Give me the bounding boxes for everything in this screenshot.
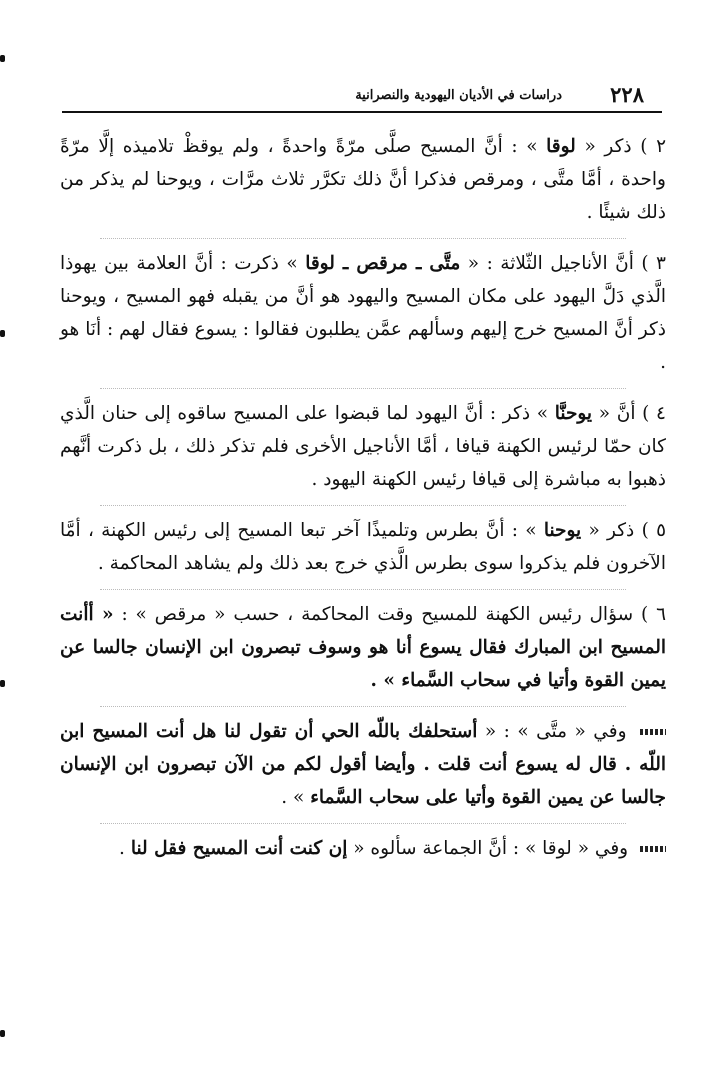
scan-edge-mark <box>0 680 5 687</box>
gospel-name: يوحنا <box>543 520 582 541</box>
paragraph-text: » : أنَّ بطرس وتلميذًا آخر تبعا المسيح إلى رئيس الكهنة ، أمَّا الآخرون فلم يذكروا سوى بطرس الَّذي خرج بعد ذلك ولم يشاهد المحاكمة . <box>60 520 666 574</box>
gospel-names: متَّى ـ مرقص ـ لوقا <box>305 253 461 274</box>
page-number: ٢٢٨ <box>610 82 644 107</box>
divider <box>100 823 626 824</box>
paragraph-lead: ذكر « <box>584 136 632 157</box>
gospel-name: يوحنَّا <box>554 403 593 424</box>
paragraph-6 <box>60 598 666 697</box>
divider <box>100 388 626 389</box>
paragraph-3 <box>60 247 666 379</box>
paragraph-number: ٦ ) <box>641 604 667 625</box>
running-title: دراسات في الأديان اليهودية والنصرانية <box>355 88 562 103</box>
divider <box>100 505 626 506</box>
gospel-name: لوقا <box>546 136 576 157</box>
scan-edge-mark <box>0 330 5 337</box>
quote-lead: وفي « لوقا » : أنَّ الجماعة سألوه « <box>353 838 629 859</box>
paragraph-number: ٤ ) <box>642 403 666 424</box>
quoted-passage: أستحلفك باللّه الحي أن تقول لنا هل أنت المسيح ابن اللّه . قال له يسوع أنت قلت . وأيضا أقول لكم من الآن تبصرون ابن الإنسان جالسا عن يمين القوة وأتيا على سحاب السَّماء <box>60 721 666 808</box>
paragraph-text: » : أنَّ المسيح صلَّى مرّةً واحدةً ، ولم يوقظْ تلاميذه إلَّا مرّةً واحدة ، أمَّا متَّى ، ومرقص فذكرا أنَّ ذلك تكرَّر ثلاث مرَّات ، ويوحنا لم يذكر من ذلك شيئًا . <box>60 136 666 223</box>
hand-pointer-icon <box>640 846 666 852</box>
divider <box>100 589 626 590</box>
quoted-passage: إن كنت أنت المسيح فقل لنا <box>130 838 348 859</box>
quote-matthew <box>60 715 666 814</box>
quote-luke <box>60 832 666 865</box>
page-body <box>60 130 666 874</box>
divider <box>100 238 626 239</box>
paragraph-5 <box>60 514 666 580</box>
paragraph-4 <box>60 397 666 496</box>
paragraph-text: » ذكر : أنَّ اليهود لما قبضوا على المسيح ساقوه إلى حنان الَّذي كان حمّا لرئيس الكهنة قيافا ، أمَّا الأناجيل الأخرى فلم تذكر ذلك ، بل ذكرت أنَّهم ذهبوا به مباشرة إلى قيافا رئيس الكهنة اليهود . <box>60 403 666 490</box>
paragraph-lead: ذكر « <box>588 520 635 541</box>
paragraph-2 <box>60 130 666 229</box>
paragraph-lead: أنَّ الأناجيل الثّلاثة : « <box>467 253 634 274</box>
paragraph-lead: أنَّ « <box>598 403 636 424</box>
quote-end: . <box>119 838 125 859</box>
divider <box>100 706 626 707</box>
paragraph-number: ٣ ) <box>641 253 666 274</box>
paragraph-number: ٢ ) <box>640 136 666 157</box>
header-rule <box>62 111 662 113</box>
hand-pointer-icon <box>640 729 666 735</box>
quote-end: » . <box>281 787 305 808</box>
paragraph-lead: سؤال رئيس الكهنة للمسيح وقت المحاكمة ، حسب « مرقص » : <box>121 604 634 625</box>
paragraph-number: ٥ ) <box>641 520 666 541</box>
page-header <box>62 82 662 110</box>
scan-edge-mark <box>0 55 5 62</box>
quote-lead: وفي « متَّى » : « <box>484 721 627 742</box>
quoted-passage: « أأنت المسيح ابن المبارك فقال يسوع أنا هو وسوف تبصرون ابن الإنسان جالسا عن يمين القوة وأتيا في سحاب السَّماء » . <box>60 604 666 691</box>
paragraph-text: » ذكرت : أنَّ العلامة بين يهوذا الَّذي دَلَّ اليهود على مكان المسيح واليهود هو أنَّ من يقبله فهو المسيح ، ويوحنا ذكر أنَّ المسيح خرج إليهم وسألهم عمَّن يطلبون فقالوا : يسوع فقال لهم : أنَا هو . <box>60 253 666 373</box>
scan-edge-mark <box>0 1030 5 1037</box>
